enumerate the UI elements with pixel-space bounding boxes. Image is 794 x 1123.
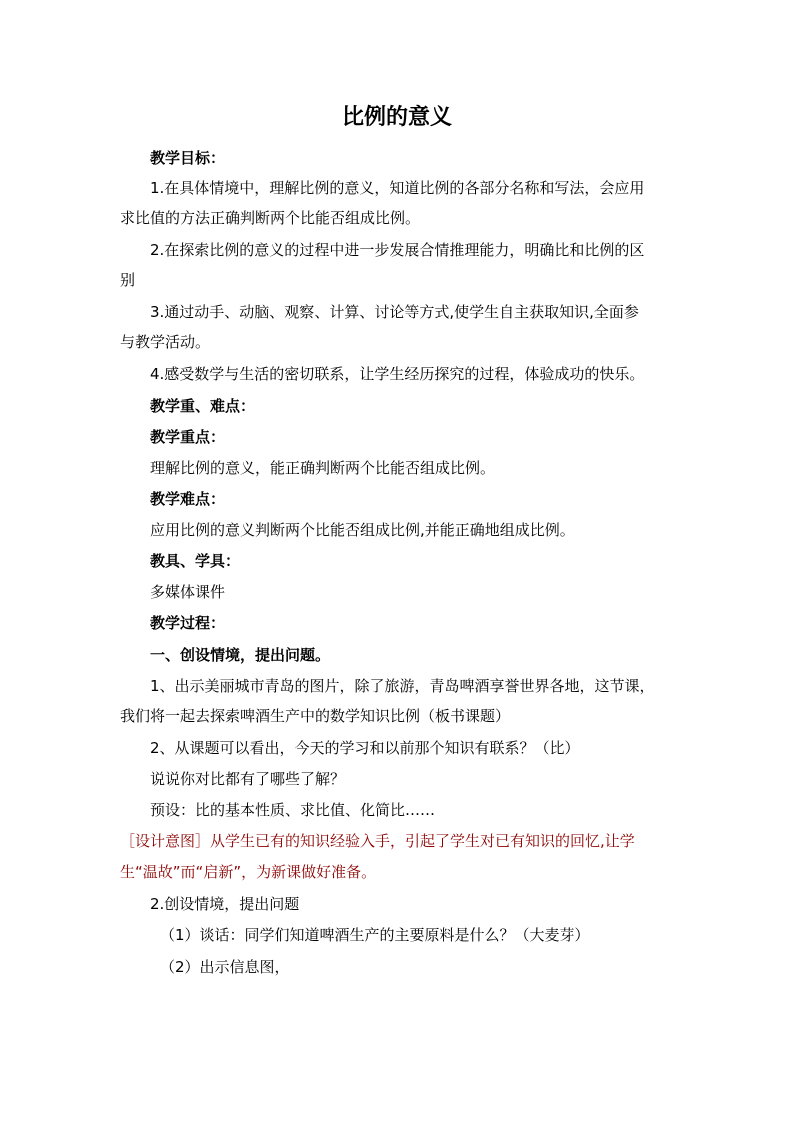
section-heading-difficult: 教学难点： xyxy=(150,490,226,508)
paragraph-line: 说说你对比都有了哪些了解？ xyxy=(150,770,346,788)
paragraph-line: （2）出示信息图， xyxy=(160,958,290,976)
paragraph-line: 多媒体课件 xyxy=(150,583,226,601)
paragraph-line: 1、出示美丽城市青岛的图片，除了旅游，青岛啤酒享誉世界各地，这节课， xyxy=(150,677,655,695)
paragraph-line: 求比值的方法正确判断两个比能否组成比例。 xyxy=(120,209,421,227)
paragraph-line: 别 xyxy=(120,271,136,289)
paragraph-line: 应用比例的意义判断两个比能否组成比例,并能正确地组成比例。 xyxy=(150,521,575,539)
paragraph-line: 理解比例的意义，能正确判断两个比能否组成比例。 xyxy=(150,459,496,477)
section-heading-objectives: 教学目标： xyxy=(150,149,226,167)
paragraph-line: 预设：比的基本性质、求比值、化简比…… xyxy=(150,801,436,819)
paragraph-line: 2、从课题可以看出，今天的学习和以前那个知识有联系？（比） xyxy=(150,739,580,757)
section-heading-part-one: 一、创设情境，提出问题。 xyxy=(150,646,331,664)
section-heading-key-difficult: 教学重、难点： xyxy=(150,397,256,415)
paragraph-line: 2.创设情境，提出问题 xyxy=(150,895,300,913)
design-intent-line: ［设计意图］从学生已有的知识经验入手，引起了学生对已有知识的回忆,让学 xyxy=(120,832,635,850)
document-title: 比例的意义 xyxy=(341,105,452,130)
section-heading-key: 教学重点： xyxy=(150,428,226,446)
paragraph-line: 我们将一起去探索啤酒生产中的数学知识比例（板书课题） xyxy=(120,707,511,725)
paragraph-line: 3.通过动手、动脑、观察、计算、讨论等方式,使学生自主获取知识,全面参 xyxy=(150,303,639,321)
section-heading-tools: 教具、学具： xyxy=(150,552,241,570)
paragraph-line: 1.在具体情境中，理解比例的意义，知道比例的各部分名称和写法，会应用 xyxy=(150,179,645,197)
paragraph-line: 2.在探索比例的意义的过程中进一步发展合情推理能力，明确比和比例的区 xyxy=(150,241,645,259)
paragraph-line: （1）谈话：同学们知道啤酒生产的主要原料是什么？（大麦芽） xyxy=(160,926,590,944)
paragraph-line: 4.感受数学与生活的密切联系，让学生经历探究的过程，体验成功的快乐。 xyxy=(150,365,645,383)
section-heading-process: 教学过程： xyxy=(150,614,226,632)
paragraph-line: 与教学活动。 xyxy=(120,333,211,351)
design-intent-line: 生“温故”而“启新”，为新课做好准备。 xyxy=(120,863,377,881)
